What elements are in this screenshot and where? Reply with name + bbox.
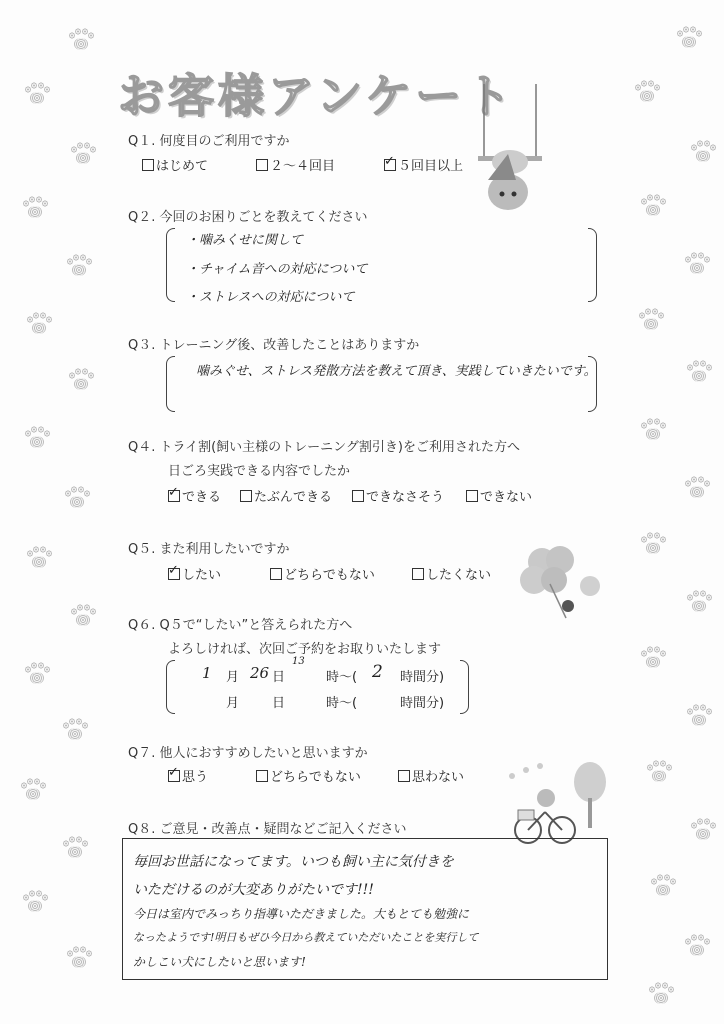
paw-print-icon — [68, 28, 94, 54]
q5-label: Q５. また利用したいですか — [128, 542, 290, 557]
dog-on-swing-illustration — [470, 76, 550, 226]
paw-print-icon — [648, 982, 674, 1008]
paw-print-icon — [62, 718, 88, 744]
q2-answer-3: ・ストレスへの対応について — [186, 290, 355, 305]
duration-unit: 時間分) — [400, 696, 445, 711]
day-unit: 日 — [272, 670, 286, 685]
paw-print-icon — [640, 418, 666, 444]
reservation-day[interactable]: 26 — [250, 664, 270, 682]
checkbox[interactable] — [398, 770, 410, 782]
q3-label: Q３. トレーニング後、改善したことはありますか — [128, 338, 420, 353]
paw-print-icon — [64, 486, 90, 512]
paw-print-icon — [640, 532, 666, 558]
answer-bracket-left — [166, 228, 175, 302]
q6-label: Q６. Q５で“したい”と答えられた方へ — [128, 618, 353, 633]
q3-answer: 噛みぐせ、ストレス発散方法を教えて頂き、実践していきたいです。 — [196, 364, 597, 379]
reservation-month[interactable]: 1 — [202, 664, 212, 682]
q7-label: Q７. 他人におすすめしたいと思いますか — [128, 746, 368, 761]
paw-print-icon — [24, 662, 50, 688]
q7-option-neutral[interactable]: どちらでもない — [256, 766, 361, 785]
comment-line-5: かしこい犬にしたいと思います! — [133, 955, 306, 969]
month-unit: 月 — [226, 670, 240, 685]
paw-print-icon — [70, 142, 96, 168]
q1-option-2to4[interactable]: ２～４回目 — [256, 155, 335, 174]
q7-option-yes[interactable]: ✓思う — [168, 766, 208, 785]
comment-line-1: 毎回お世話になってます。いつも飼い主に気付きを — [133, 854, 454, 870]
day-unit: 日 — [272, 696, 286, 711]
checkbox[interactable] — [256, 159, 268, 171]
q5-option-no[interactable]: したくない — [412, 564, 491, 583]
paw-print-icon — [690, 140, 716, 166]
paw-print-icon — [686, 360, 712, 386]
paw-print-icon — [62, 836, 88, 862]
month-unit: 月 — [226, 696, 240, 711]
checkbox[interactable] — [256, 770, 268, 782]
checkbox-checked[interactable] — [168, 490, 180, 502]
q1-label: Q１. 何度目のご利用ですか — [128, 134, 290, 149]
q8-label: Q８. ご意見・改善点・疑問などご記入ください — [128, 822, 407, 837]
checkbox[interactable] — [142, 159, 154, 171]
paw-print-icon — [686, 704, 712, 730]
hour-unit: 時～( — [326, 696, 358, 711]
bicycle-dog-illustration — [500, 758, 620, 848]
checkbox[interactable] — [240, 490, 252, 502]
paw-print-icon — [684, 252, 710, 278]
paw-print-icon — [26, 312, 52, 338]
paw-print-icon — [24, 82, 50, 108]
answer-bracket-left — [166, 660, 175, 714]
clover-illustration — [512, 540, 612, 640]
paw-print-icon — [684, 476, 710, 502]
paw-print-icon — [70, 604, 96, 630]
paw-print-icon — [676, 26, 702, 52]
paw-print-icon — [638, 308, 664, 334]
q2-answer-2: ・チャイム音への対応について — [186, 262, 368, 277]
q4-option-maybe[interactable]: たぶんできる — [240, 486, 332, 505]
paw-print-icon — [690, 818, 716, 844]
answer-bracket-right — [460, 660, 469, 714]
hour-unit: 時～( — [326, 670, 358, 685]
paw-print-icon — [686, 590, 712, 616]
comment-line-4: なったようです!明日もぜひ今日から教えていただいたことを実行して — [133, 931, 479, 944]
paw-print-icon — [684, 934, 710, 960]
answer-bracket-right — [588, 228, 597, 302]
checkbox[interactable] — [270, 568, 282, 580]
q2-label: Q２. 今回のお困りごとを教えてください — [128, 210, 368, 225]
q2-answer-1: ・噛みくせに関して — [186, 233, 304, 248]
paw-print-icon — [640, 194, 666, 220]
paw-print-icon — [22, 196, 48, 222]
checkbox[interactable] — [466, 490, 478, 502]
duration-unit: 時間分) — [400, 670, 445, 685]
answer-bracket-left — [166, 356, 175, 412]
q4-label-2: 日ごろ実践できる内容でしたか — [168, 464, 351, 479]
q4-option-yes[interactable]: ✓できる — [168, 486, 221, 505]
paw-print-icon — [24, 426, 50, 452]
paw-print-icon — [646, 760, 672, 786]
q1-option-first[interactable]: はじめて — [142, 155, 208, 174]
comment-line-3: 今日は室内でみっちり指導いただきました。大もとても勉強に — [133, 907, 470, 921]
checkbox[interactable] — [352, 490, 364, 502]
q1-option-5plus[interactable]: ✓ ５回目以上 — [384, 155, 463, 174]
q4-option-unlikely[interactable]: できなさそう — [352, 486, 444, 505]
checkbox-checked[interactable] — [384, 159, 396, 171]
checkbox-checked[interactable] — [168, 568, 180, 580]
comment-box[interactable] — [122, 838, 608, 980]
paw-print-icon — [22, 890, 48, 916]
q5-option-neutral[interactable]: どちらでもない — [270, 564, 375, 583]
paw-print-icon — [66, 254, 92, 280]
paw-print-icon — [20, 778, 46, 804]
comment-line-2: いただけるのが大変ありがたいです!!! — [133, 882, 374, 898]
reservation-duration[interactable]: 2 — [372, 662, 383, 682]
paw-print-icon — [68, 368, 94, 394]
reservation-hour[interactable]: 13 — [292, 656, 305, 667]
checkbox-checked[interactable] — [168, 770, 180, 782]
paw-print-icon — [26, 546, 52, 572]
q4-option-no[interactable]: できない — [466, 486, 532, 505]
paw-print-icon — [640, 646, 666, 672]
q4-label: Q４. トライ割(飼い主様のトレーニング割引き)をご利用された方へ — [128, 440, 520, 455]
q5-option-yes[interactable]: ✓したい — [168, 564, 221, 583]
paw-print-icon — [650, 874, 676, 900]
checkbox[interactable] — [412, 568, 424, 580]
paw-print-icon — [66, 946, 92, 972]
q6-label-2: よろしければ、次回ご予約をお取りいたします — [168, 642, 442, 657]
paw-print-icon — [634, 80, 660, 106]
page-title: お客様アンケート — [118, 69, 516, 123]
q7-option-no[interactable]: 思わない — [398, 766, 464, 785]
